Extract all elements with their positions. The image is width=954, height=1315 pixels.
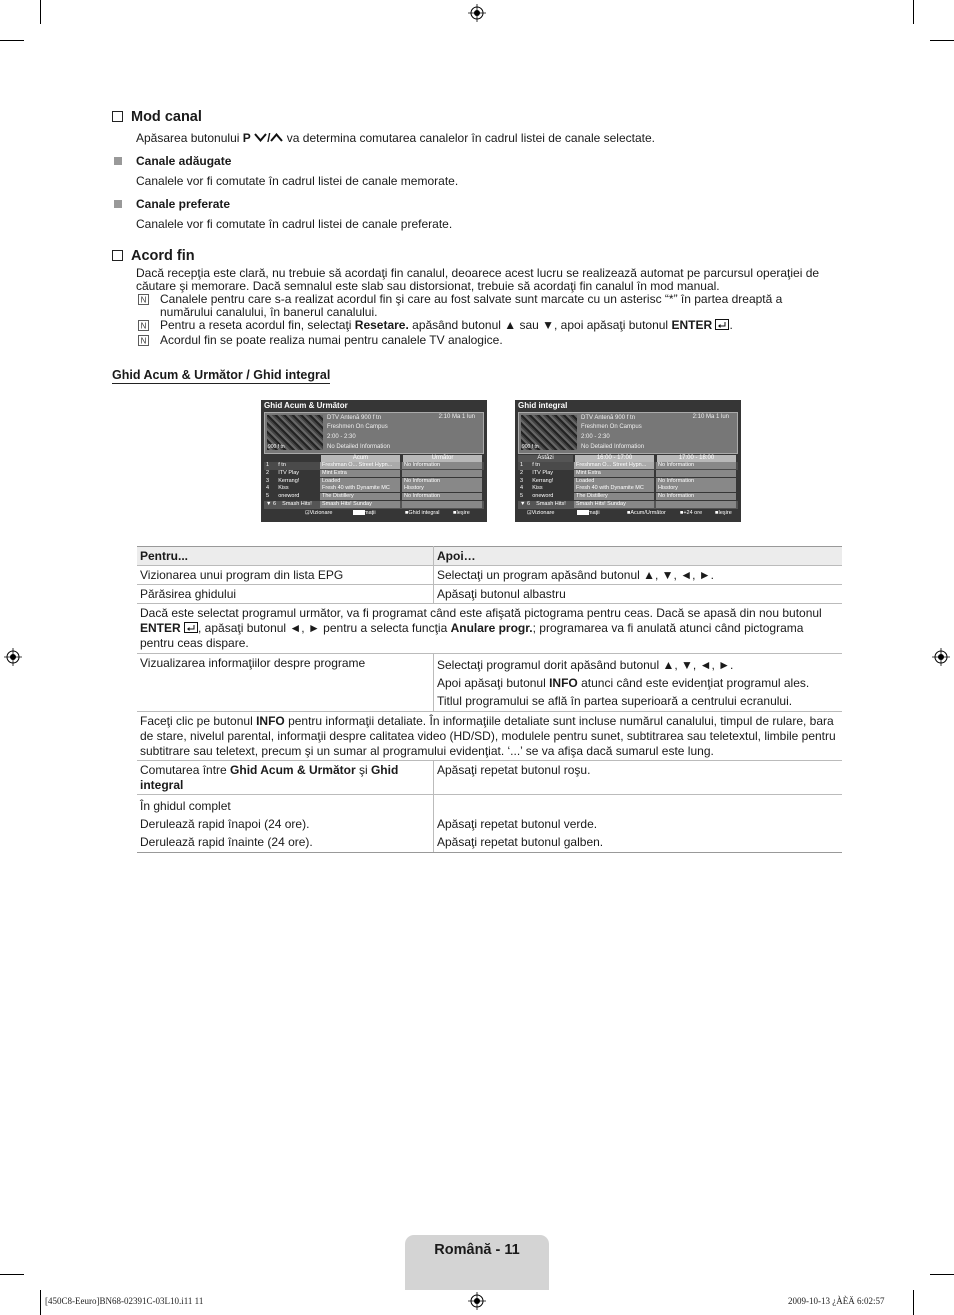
crop-mark	[930, 1274, 954, 1275]
list-item[interactable]: 4 Kiss Fresh 40 with Dynamite MC Hisstory	[264, 485, 484, 493]
crop-mark	[913, 1290, 914, 1315]
list-item[interactable]: 2 ITV Play Mint Extra	[264, 470, 484, 478]
crop-mark	[40, 1290, 41, 1315]
epg-screen-now-next: Ghid Acum & Următor 900 f tn DTV Antenă 900 f tn Freshmen On Campus 2:00 - 2:30 No Detailed Information 2:10 Ma 1 lun Acum Următor 1 f tn Freshman O... Street Hypn... No Information 2 ITV Play Mint Extra 3 Kerrang! Loaded No Information 4 Kiss Fresh 40 with Dynamite MC Hisstory 5 oneword The Distillery No Information ▼ 6 Smash Hits! Smash Hits! Sunday ⊡ Vizionare Informaţii ■ Ghid integral ■ Ieşire	[261, 400, 487, 522]
note-icon	[138, 294, 149, 305]
epg-screen-full: Ghid integral 900 f tn DTV Antenă 900 f tn Freshmen On Campus 2:00 - 2:30 No Detailed Information 2:10 Ma 1 lun Astăzi 16:00 - 17:00 17:00 - 18:00 1 f tn Freshman O... Street Hypn... No Information 2 ITV Play Mint Extra 3 Kerrang! Loaded No Information 4 Kiss Fresh 40 with Dynamite MC Hisstory 5 oneword The Distillery No Information ▼ 6 Smash Hits! Smash Hits! Sunday ⊡ Vizionare Informaţii ■ Acum/Următor ■ +24 ore ■ Ieşire	[515, 400, 741, 522]
sub-text-canale-preferate: Canalele vor fi comutate în cadrul listei de canale preferate.	[136, 217, 453, 231]
registration-mark-icon	[468, 1292, 486, 1310]
enter-icon	[715, 319, 729, 330]
svg-text:N: N	[140, 336, 147, 346]
checkbox-bullet-icon	[112, 111, 123, 122]
epg-info-box: 900 f tn DTV Antenă 900 f tn Freshmen On Campus 2:00 - 2:30 No Detailed Information 2:10 Ma 1 lun	[518, 412, 738, 454]
list-item[interactable]: 4 Kiss Fresh 40 with Dynamite MC Hisstory	[518, 485, 738, 493]
registration-mark-icon	[932, 648, 950, 666]
chevron-up-icon	[270, 133, 283, 142]
note-asterisk: Canalele pentru care s-a realizat acordul fin şi care au fost salvate sunt marcate cu un asterisc “*” în partea dreaptă a numărului canalului, în banerul canalului.	[160, 292, 783, 319]
table-row: Părăsirea ghidului Apăsaţi butonul albastru	[137, 585, 842, 604]
list-item[interactable]: 1 f tn Freshman O... Street Hypn... No Information	[264, 462, 484, 470]
square-bullet-icon	[114, 157, 122, 165]
footer-now-next[interactable]: ■ Acum/Următor	[627, 510, 666, 516]
video-thumbnail: 900 f tn	[267, 415, 323, 450]
footer-full-guide[interactable]: ■ Ghid integral	[405, 510, 440, 516]
note-reset: Pentru a reseta acordul fin, selectaţi Resetare. apăsând butonul ▲ sau ▼, apoi apăsaţi butonul ENTER .	[160, 318, 733, 332]
sub-text-canale-adaugate: Canalele vor fi comutate în cadrul listei de canale memorate.	[136, 174, 459, 188]
crop-mark	[930, 40, 954, 41]
note-analog-only: Acordul fin se poate realiza numai pentru canalele TV analogice.	[160, 333, 503, 347]
list-item[interactable]: 5 oneword The Distillery No Information	[264, 493, 484, 501]
video-thumbnail: 900 f tn	[521, 415, 577, 450]
sub-heading-canale-preferate: Canale preferate	[136, 197, 231, 211]
crop-mark	[0, 1274, 24, 1275]
registration-mark-icon	[468, 4, 486, 22]
epg-info-box: 900 f tn DTV Antenă 900 f tn Freshmen On Campus 2:00 - 2:30 No Detailed Information 2:10 Ma 1 lun	[264, 412, 484, 454]
column-header-slot-1: 16:00 - 17:00	[575, 455, 654, 462]
chevron-down-icon	[254, 133, 267, 142]
list-item[interactable]: ▼ 6 Smash Hits! Smash Hits! Sunday	[264, 501, 484, 509]
epg-title: Ghid integral	[518, 401, 568, 410]
section-heading-acord-fin: Acord fin	[112, 248, 195, 264]
list-item[interactable]: 2 ITV Play Mint Extra	[518, 470, 738, 478]
footer-exit[interactable]: ■ Ieşire	[715, 510, 732, 516]
table-row: În ghidul complet Derulează rapid înapoi (24 ore). Derulează rapid înainte (24 ore). Apăsaţi repetat butonul verde. Apăsaţi repetat butonul galben.	[137, 795, 842, 853]
crop-mark	[0, 40, 24, 41]
sub-heading-canale-adaugate: Canale adăugate	[136, 154, 232, 168]
print-file-info: [450C8-Eeuro]BN68-02391C-03L10.i11 11	[45, 1296, 204, 1306]
crop-mark	[40, 0, 41, 24]
epg-actions-table	[137, 546, 842, 853]
acord-fin-paragraph: Dacă recepţia este clară, nu trebuie să acordaţi fin canalul, deoarece acest lucru se realizează automat pe parcursul operaţiei de căutare şi memorare. Dacă semnalul este slab sau distorsionat, trebuie să acordaţi fin canalul în mod manual.	[136, 266, 820, 293]
column-header-next: Următor	[403, 455, 482, 462]
mod-canal-intro: Apăsarea butonului P / va determina comutarea canalelor în cadrul listei de canale selectate.	[136, 131, 655, 145]
list-item[interactable]: 1 f tn Freshman O... Street Hypn... No Information	[518, 462, 738, 470]
footer-plus-24h[interactable]: ■ +24 ore	[680, 510, 703, 516]
table-row: Vizualizarea informaţiilor despre programe Selectaţi programul dorit apăsând butonul ▲, ▼, ◄, ►. Apoi apăsaţi butonul INFO atunci când este evidenţiat programul ales. Titlul programului se află în partea superioară a centrului ecranului.	[137, 654, 842, 712]
table-row: Faceţi clic pe butonul INFO pentru informaţii detaliate. În informaţiile detaliate sunt incluse numărul canalului, timpul de rulare, bara de stare, nivelul parental, informaţii despre calitatea video (HD/SD), modulele pentru sunet, subtitrarea sau teletextul, limbile pentru subtitrare sau teletext, precum şi un sumar al programului evidenţiat. ‘...’ se va afişa dacă sumarul este lung.	[137, 712, 842, 761]
note-icon	[138, 335, 149, 346]
checkbox-bullet-icon	[112, 250, 123, 261]
column-header-today: Astăzi	[518, 455, 573, 462]
page-number: Română - 11	[434, 1242, 520, 1258]
slash-separator: /	[267, 131, 271, 145]
epg-title: Ghid Acum & Următor	[264, 401, 348, 410]
enter-icon	[184, 622, 198, 633]
list-item[interactable]: 5 oneword The Distillery No Information	[518, 493, 738, 501]
table-row: Vizionarea unui program din lista EPG Selectaţi un program apăsând butonul ▲, ▼, ◄, ►.	[137, 566, 842, 585]
list-item[interactable]: ▼ 6 Smash Hits! Smash Hits! Sunday	[518, 501, 738, 509]
footer-exit[interactable]: ■ Ieşire	[453, 510, 470, 516]
registration-mark-icon	[4, 648, 22, 666]
section-title-ghid: Ghid Acum & Următor / Ghid integral	[112, 368, 331, 382]
svg-text:N: N	[140, 295, 147, 305]
column-header-now: Acum	[321, 455, 400, 462]
footer-watch[interactable]: ⊡ Vizionare	[527, 510, 555, 516]
list-item[interactable]: 3 Kerrang! Loaded No Information	[264, 478, 484, 486]
print-date-info: 2009-10-13 ¿ÀÈÄ 6:02:57	[788, 1296, 885, 1306]
column-header-slot-2: 17:00 - 18:00	[657, 455, 736, 462]
square-bullet-icon	[114, 200, 122, 208]
table-header-row: Pentru... Apoi…	[137, 547, 842, 566]
table-row: Comutarea între Ghid Acum & Următor şi Ghid integral Apăsaţi repetat butonul roşu.	[137, 761, 842, 795]
note-icon	[138, 320, 149, 331]
crop-mark	[913, 0, 914, 24]
svg-text:N: N	[140, 321, 147, 331]
table-row: Dacă este selectat programul următor, va fi programat când este afişată pictograma pentru ceas. Dacă se apasă din nou butonul ENTER , apăsaţi butonul ◄, ► pentru a selecta funcţia Anulare progr.; programarea va fi anulată atunci când pictograma pentru ceas dispare.	[137, 604, 842, 654]
section-heading-mod-canal: Mod canal	[112, 109, 202, 125]
page-number-tab	[405, 1235, 549, 1290]
list-item[interactable]: 3 Kerrang! Loaded No Information	[518, 478, 738, 486]
epg-channel-list	[518, 462, 738, 509]
footer-watch[interactable]: ⊡ Vizionare	[305, 510, 333, 516]
epg-channel-list	[264, 462, 484, 509]
